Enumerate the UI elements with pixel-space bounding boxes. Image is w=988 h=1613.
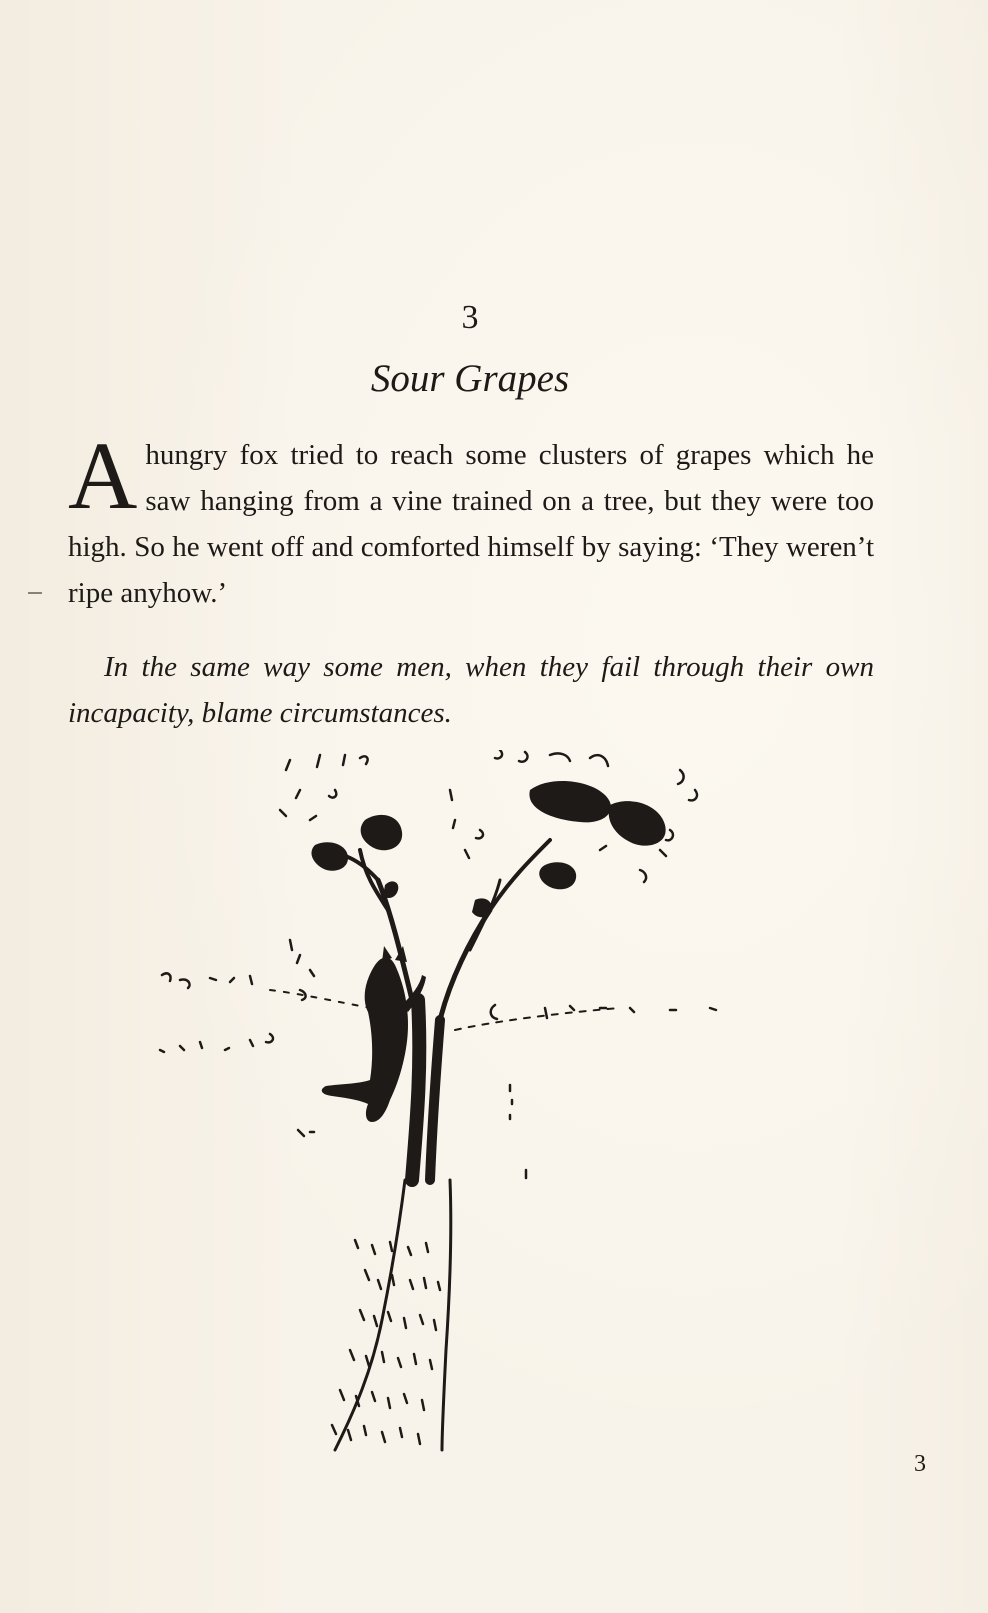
- drop-cap: A: [68, 422, 138, 529]
- moral-paragraph: In the same way some men, when they fail through their own incapacity, blame circumstances.: [68, 651, 874, 729]
- story-text: hungry fox tried to reach some clusters of grapes which he saw hanging from a vine trained on a tree, but they were too high. So he went off and comforted himself by saying: ‘They weren’t ripe anyhow.’: [68, 439, 874, 609]
- story-paragraph: [68, 422, 874, 616]
- margin-mark: [28, 592, 42, 594]
- chapter-title: Sour Grapes: [370, 357, 570, 400]
- fox-and-tree-illustration: [150, 750, 750, 1480]
- chapter-number: 3: [461, 299, 479, 336]
- page-number: 3: [914, 1451, 926, 1477]
